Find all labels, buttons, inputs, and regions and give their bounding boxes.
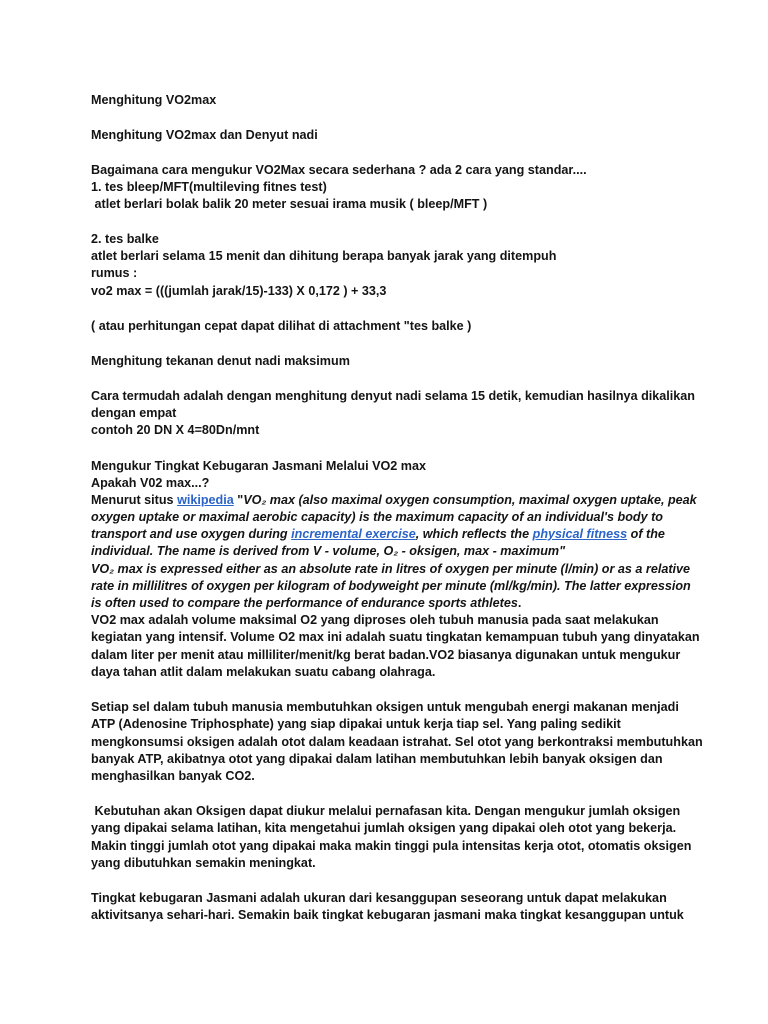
- formula: vo2 max = (((jumlah jarak/15)-133) X 0,172 ) + 33,3: [91, 284, 387, 298]
- method2-description: atlet berlari selama 15 menit dan dihitung berapa banyak jarak yang ditempuh: [91, 249, 557, 263]
- quote-text: is often used to compare the performance of endurance sports athletes: [91, 596, 518, 610]
- quote-period: .: [517, 596, 522, 610]
- paragraph-line: Makin tinggi jumlah otot yang dipakai maka makin tinggi pula intensitas kerja otot, otomatis oksigen: [91, 839, 692, 853]
- wikipedia-link[interactable]: wikipedia: [177, 493, 234, 507]
- quote-text: of the: [627, 527, 665, 541]
- fitness-question: Apakah V02 max...?: [91, 476, 210, 490]
- paragraph-line: yang dibutuhkan semakin meningkat.: [91, 856, 316, 870]
- formula-label: rumus :: [91, 266, 138, 280]
- quote-last-line: [91, 595, 521, 612]
- paragraph-line: daya tahan atlit dalam melakukan suatu cabang olahraga.: [91, 665, 436, 679]
- fitness-heading: Mengukur Tingkat Kebugaran Jasmani Melalui VO2 max: [91, 459, 426, 473]
- method2-title: 2. tes balke: [91, 232, 159, 246]
- incremental-exercise-link[interactable]: incremental exercise: [291, 527, 416, 541]
- paragraph-line: banyak ATP, akibatnya otot yang dipakai dalam latihan membutuhkan lebih banyak oksigen dan: [91, 752, 663, 766]
- paragraph-line: Tingkat kebugaran Jasmani adalah ukuran dari kesanggupan seseorang untuk dapat melakukan: [91, 891, 667, 905]
- quote-line: individual. The name is derived from V - volume, O₂ - oksigen, max - maximum": [91, 544, 566, 558]
- wiki-intro-text: Menurut situs: [91, 493, 178, 507]
- quote-line-with-links: [91, 526, 665, 543]
- quote-line: oxygen uptake or maximal aerobic capacity) is the maximum capacity of an individual's body to: [91, 510, 663, 524]
- quote-open-mark: ": [233, 493, 244, 507]
- intro-question: Bagaimana cara mengukur VO2Max secara sederhana ? ada 2 cara yang standar....: [91, 163, 587, 177]
- pulse-example: contoh 20 DN X 4=80Dn/mnt: [91, 423, 260, 437]
- method1-description: atlet berlari bolak balik 20 meter sesuai irama musik ( bleep/MFT ): [91, 197, 488, 211]
- attachment-note: ( atau perhitungan cepat dapat dilihat di attachment "tes balke ): [91, 319, 472, 333]
- physical-fitness-link[interactable]: physical fitness: [532, 527, 628, 541]
- quote-text: , which reflects the: [415, 527, 533, 541]
- paragraph-line: kegiatan yang intensif. Volume O2 max ini adalah suatu tingkatan kemampuan tubuh yang dinyatakan: [91, 630, 700, 644]
- paragraph-line: aktivitsanya sehari-hari. Semakin baik tingkat kebugaran jasmani maka tingkat kesanggupan untuk: [91, 908, 684, 922]
- paragraph-line: Setiap sel dalam tubuh manusia membutuhkan oksigen untuk mengubah energi makanan menjadi: [91, 700, 679, 714]
- wikipedia-quote-line: [91, 492, 697, 509]
- paragraph-line: menghasilkan banyak CO2.: [91, 769, 255, 783]
- method1-title: 1. tes bleep/MFT(multileving fitnes test): [91, 180, 327, 194]
- quote-line: rate in millilitres of oxygen per kilogram of bodyweight per minute (ml/kg/min). The latter expression: [91, 579, 691, 593]
- paragraph-line: mengkonsumsi oksigen adalah otot dalam keadaan istrahat. Sel otot yang berkontraksi membutuhkan: [91, 735, 703, 749]
- paragraph-line: dalam liter per menit atau milliliter/menit/kg berat badan.VO2 biasanya digunakan untuk mengukur: [91, 648, 681, 662]
- paragraph-line: ATP (Adenosine Triphosphate) yang siap dipakai untuk kerja tiap sel. Yang paling sedikit: [91, 717, 621, 731]
- section-heading-vo2max-pulse: Menghitung VO2max dan Denyut nadi: [91, 128, 318, 142]
- pulse-text-line: dengan empat: [91, 406, 177, 420]
- quote-text: VO₂ max (also maximal oxygen consumption, maximal oxygen uptake, peak: [243, 493, 697, 507]
- quote-text: transport and use oxygen during: [91, 527, 292, 541]
- document-title: Menghitung VO2max: [91, 93, 217, 107]
- quote-line: VO₂ max is expressed either as an absolute rate in litres of oxygen per minute (l/min) or as a relative: [91, 562, 691, 576]
- paragraph-line: Kebutuhan akan Oksigen dapat diukur melalui pernafasan kita. Dengan mengukur jumlah oksigen: [91, 804, 681, 818]
- paragraph-line: yang dipakai selama latihan, kita mengetahui jumlah oksigen yang dipakai oleh otot yang bekerja.: [91, 821, 677, 835]
- pulse-text-line: Cara termudah adalah dengan menghitung denyut nadi selama 15 detik, kemudian hasilnya dikalikan: [91, 389, 695, 403]
- pulse-heading: Menghitung tekanan denut nadi maksimum: [91, 354, 350, 368]
- paragraph-line: VO2 max adalah volume maksimal O2 yang diproses oleh tubuh manusia pada saat melakukan: [91, 613, 659, 627]
